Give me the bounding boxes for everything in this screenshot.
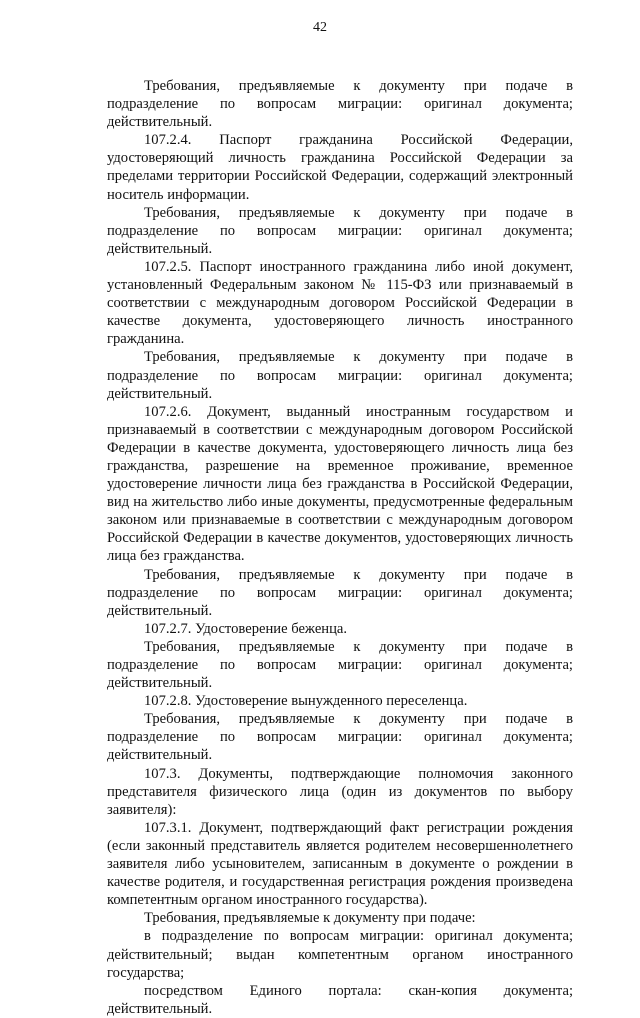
paragraph: Требования, предъявляемые к документу при подаче в подразделение по вопросам миграции: оригинал документа; действительный. (107, 78, 573, 131)
paragraph: 107.2.6. Документ, выданный иностранным государством и признаваемый в соответствии с международным договором Российской Федерации в качестве документа, удостоверяющего личность лица без гражданства, разрешение на временное проживание, временное удостоверение личности лица без гражданства в Российской Федерации, вид на жительство либо иные документы, предусмотренные федеральным законом или признаваемые в соответствии с международным договором Российской Федерации в качестве документов, удостоверяющих личность лица без гражданства. (107, 403, 573, 565)
paragraph: Требования, предъявляемые к документу при подаче в подразделение по вопросам миграции: оригинал документа; действительный. (107, 204, 573, 257)
page-number: 42 (313, 20, 327, 35)
paragraph: Требования, предъявляемые к документу при подаче в подразделение по вопросам миграции: оригинал документа; действительный. (107, 349, 573, 402)
paragraph: 107.2.7. Удостоверение беженца. (144, 620, 348, 637)
paragraph: посредством Единого портала: скан-копия документа; действительный. (107, 982, 573, 1017)
document-body (107, 77, 573, 1018)
paragraph: 107.3.1. Документ, подтверждающий факт регистрации рождения (если законный представитель является родителем несовершеннолетнего заявителя либо усыновителем, записанным в документе о рождении в качестве родителя, и государственная регистрация рождения произведена компетентным органом иностранного государства). (107, 819, 573, 909)
paragraph: Требования, предъявляемые к документу при подаче: (144, 910, 476, 927)
paragraph: 107.2.5. Паспорт иностранного гражданина либо иной документ, установленный Федеральным законом № 115-ФЗ или признаваемый в соответствии с международным договором Российской Федерации в качестве документа, удостоверяющего личность иностранного гражданина. (107, 258, 573, 348)
paragraph: 107.2.4. Паспорт гражданина Российской Федерации, удостоверяющий личность гражданина Российской Федерации за пределами территории Российской Федерации, содержащий электронный носитель информации. (107, 132, 573, 203)
paragraph: 107.2.8. Удостоверение вынужденного переселенца. (144, 693, 468, 710)
paragraph: Требования, предъявляемые к документу при подаче в подразделение по вопросам миграции: оригинал документа; действительный. (107, 711, 573, 764)
paragraph: 107.3. Документы, подтверждающие полномочия законного представителя физического лица (один из документов по выбору заявителя): (107, 765, 573, 818)
paragraph: в подразделение по вопросам миграции: оригинал документа; действительный; выдан компетентным органом иностранного государства; (107, 928, 573, 981)
paragraph: Требования, предъявляемые к документу при подаче в подразделение по вопросам миграции: оригинал документа; действительный. (107, 566, 573, 619)
paragraph: Требования, предъявляемые к документу при подаче в подразделение по вопросам миграции: оригинал документа; действительный. (107, 638, 573, 692)
